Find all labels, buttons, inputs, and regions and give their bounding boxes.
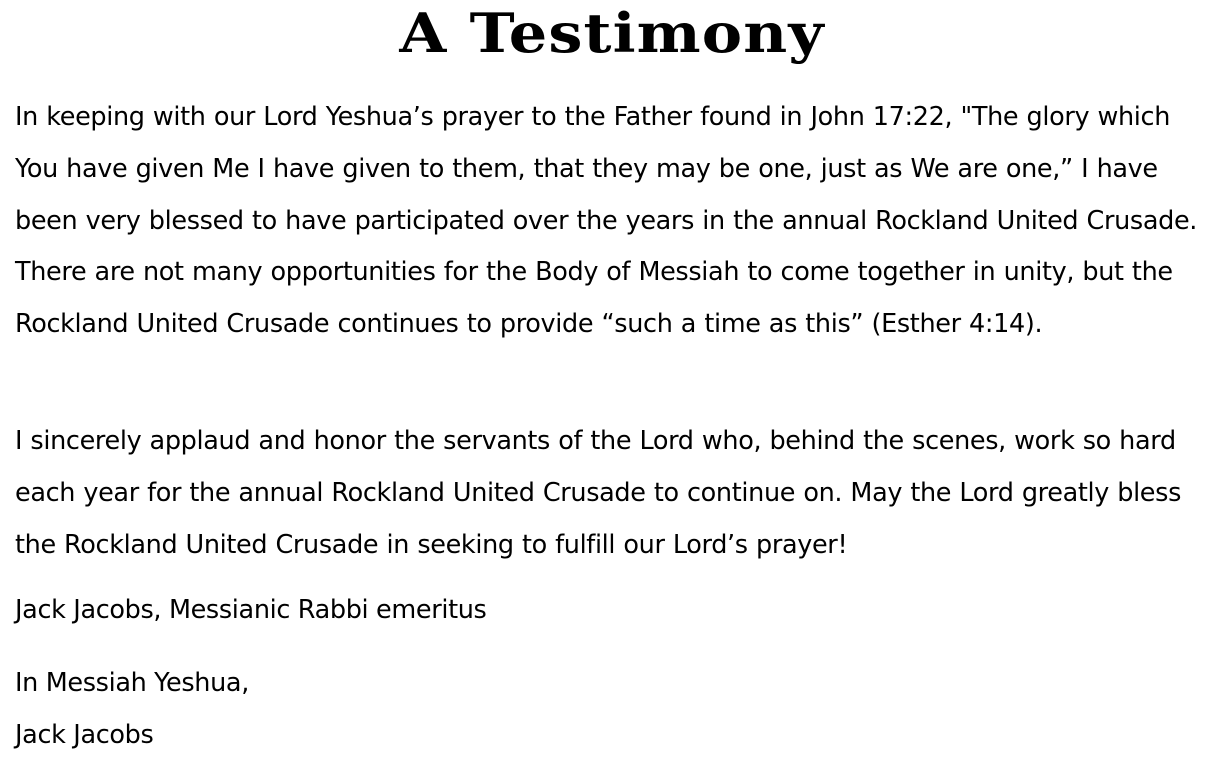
signature-name: Jack Jacobs: [15, 720, 154, 750]
attribution-line: Jack Jacobs, Messianic Rabbi emeritus: [15, 595, 487, 625]
paragraph-prayer: In keeping with our Lord Yeshua’s prayer to the Father found in John 17:22, "The glory which You have given Me I have given to them, that they may be one, just as We are one,” I have been very blessed to have participated over the years in the annual Rockland United Crusade. There are not many opportunities for the Body of Messiah to come together in unity, but the Rockland United Crusade continues to provide “such a time as this” (Esther 4:14).: [15, 102, 1198, 340]
closing-line: In Messiah Yeshua,: [15, 668, 249, 698]
paragraph-applause: I sincerely applaud and honor the servants of the Lord who, behind the scenes, work so hard each year for the annual Rockland United Crusade to continue on. May the Lord greatly bless the Rockland United Crusade in seeking to fulfill our Lord’s prayer!: [15, 426, 1182, 560]
page-title: A Testimony: [399, 1, 825, 65]
